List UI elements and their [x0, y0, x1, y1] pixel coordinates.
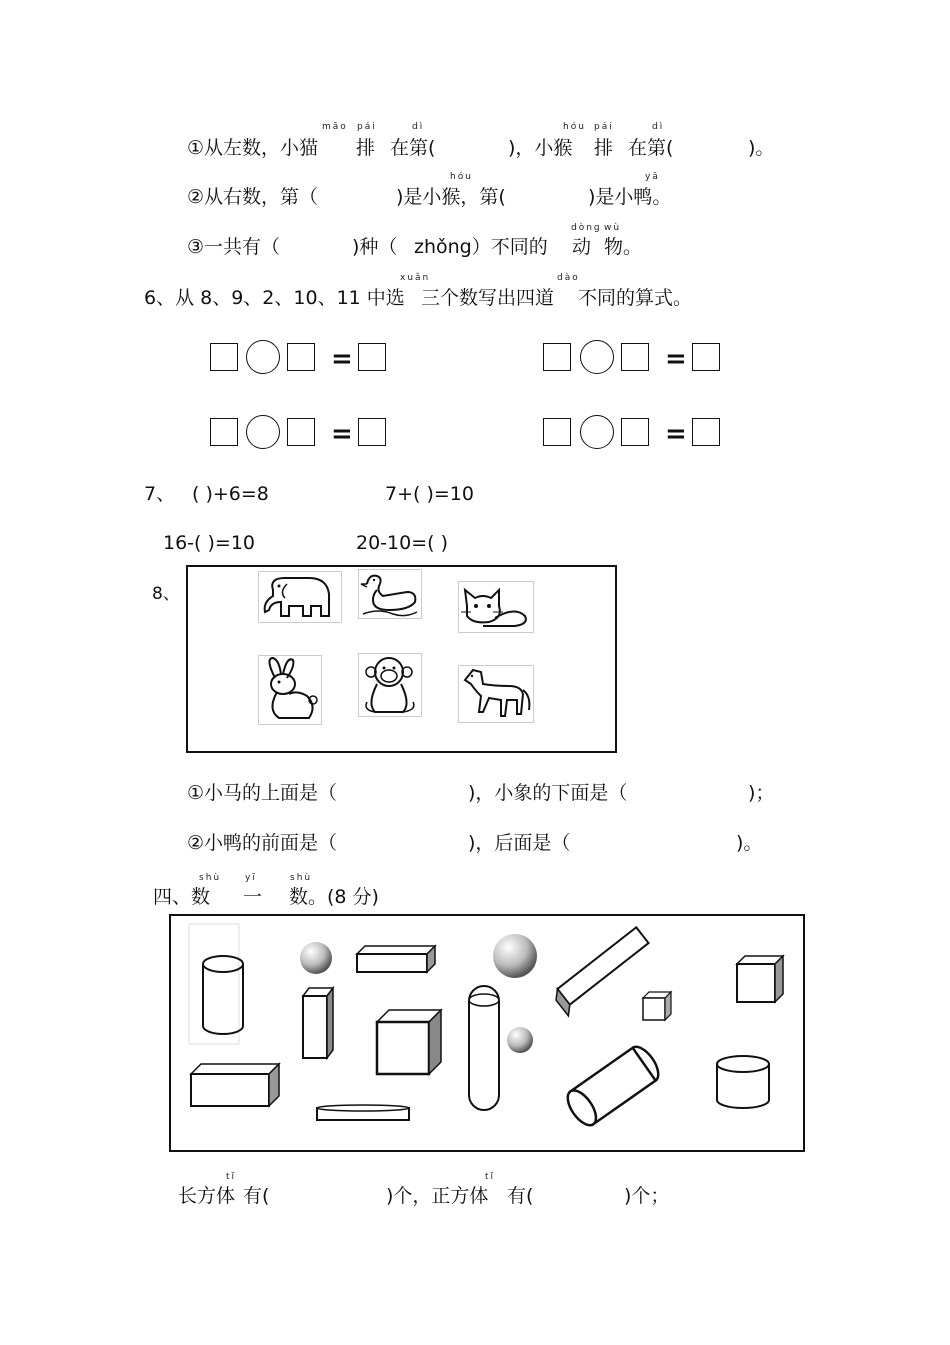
pinyin-yi: yī — [245, 873, 257, 883]
pinyin-wu: wù — [604, 223, 622, 233]
q7-equation: 7+( )=10 — [385, 483, 474, 505]
q5-text: 在第( — [628, 137, 674, 159]
pinyin-mao: māo — [322, 122, 348, 132]
answer-square[interactable] — [210, 343, 238, 371]
answer-square[interactable] — [287, 343, 315, 371]
answer-square[interactable] — [621, 343, 649, 371]
q5-text: )种（ — [352, 236, 398, 258]
cube-icon — [377, 1010, 441, 1074]
pinyin-shu: shù — [290, 873, 313, 883]
answer-square[interactable] — [287, 418, 315, 446]
q5-text: )是小鸭。 — [588, 186, 672, 208]
final-text: 有( — [243, 1185, 270, 1207]
q5-text: ②从右数，第（ — [187, 186, 319, 208]
q5-text: )，小猴 — [508, 137, 573, 159]
pinyin-di: dì — [412, 122, 425, 132]
q5-text: ③一共有（ — [187, 236, 281, 258]
q8-text: )，后面是（ — [468, 832, 571, 854]
cube-icon — [643, 992, 671, 1020]
q5-text: 物。 — [604, 236, 643, 258]
operator-circle[interactable] — [580, 340, 614, 374]
q8-text: ①小马的上面是（ — [187, 782, 338, 804]
q5-text: ①从左数，小猫 — [187, 137, 319, 159]
answer-square[interactable] — [543, 418, 571, 446]
cylinder-icon — [717, 1056, 769, 1108]
equals-sign: = — [331, 419, 353, 449]
sphere-icon — [507, 1027, 533, 1053]
cuboid-icon — [303, 988, 333, 1058]
sphere-icon — [493, 934, 537, 978]
pinyin-pai: pái — [594, 122, 614, 132]
pinyin-ti: tǐ — [226, 1172, 237, 1182]
cuboid-icon — [357, 946, 435, 972]
q5-text: )是小猴，第( — [396, 186, 506, 208]
q6-text: 6、从 8、9、2、10、11 中选 — [144, 287, 405, 309]
q6-text: 三个数写出四道 — [421, 287, 555, 309]
pinyin-ti: tǐ — [485, 1172, 496, 1182]
cuboid-icon — [551, 927, 653, 1016]
final-text: )个； — [624, 1185, 670, 1207]
answer-square[interactable] — [621, 418, 649, 446]
pinyin-dao: dào — [557, 273, 580, 283]
cat-icon — [458, 581, 534, 633]
equals-sign: = — [331, 344, 353, 374]
operator-circle[interactable] — [246, 415, 280, 449]
final-text: 长方体 — [178, 1185, 236, 1207]
monkey-icon — [358, 653, 422, 717]
q7-equation: 16-( )=10 — [163, 532, 255, 554]
answer-square[interactable] — [358, 343, 386, 371]
section4-text: 数。(8 分) — [289, 886, 379, 908]
answer-square[interactable] — [358, 418, 386, 446]
cylinder-icon — [317, 1105, 409, 1120]
pinyin-di: dì — [652, 122, 665, 132]
answer-square[interactable] — [543, 343, 571, 371]
pinyin-pai: pái — [357, 122, 377, 132]
q5-text: 排 — [594, 137, 614, 159]
q5-text: zhǒng）不同的 — [414, 236, 548, 258]
horse-icon — [458, 665, 534, 723]
section4-text: 四、数 — [153, 886, 211, 908]
q6-text: 不同的算式。 — [578, 287, 693, 309]
section4-text: 一 — [243, 886, 263, 908]
q8-text: )； — [748, 782, 775, 804]
q5-text: )。 — [748, 137, 775, 159]
final-text: )个，正方体 — [386, 1185, 489, 1207]
rabbit-icon — [258, 655, 322, 725]
pinyin-dong: dòng — [571, 223, 602, 233]
q7-equation: ( )+6=8 — [192, 483, 269, 505]
q5-text: 动 — [572, 236, 592, 258]
cylinder-icon — [189, 924, 243, 1044]
q7-equation: 20-10=( ) — [356, 532, 448, 554]
pinyin-hou: hóu — [450, 172, 473, 182]
sphere-icon — [300, 942, 332, 974]
answer-square[interactable] — [692, 418, 720, 446]
final-text: 有( — [507, 1185, 534, 1207]
q5-text: 在第( — [390, 137, 436, 159]
q5-text: 排 — [356, 137, 376, 159]
animal-picture-frame — [186, 565, 617, 753]
elephant-icon — [258, 571, 342, 623]
pinyin-hou: hóu — [563, 122, 586, 132]
operator-circle[interactable] — [580, 415, 614, 449]
duck-icon — [358, 569, 422, 619]
cylinder-icon — [469, 986, 499, 1110]
pinyin-shu: shù — [199, 873, 222, 883]
equals-sign: = — [665, 419, 687, 449]
q8-text: ②小鸭的前面是（ — [187, 832, 338, 854]
operator-circle[interactable] — [246, 340, 280, 374]
pinyin-xuan: xuǎn — [400, 273, 431, 283]
pinyin-ya: yā — [645, 172, 660, 182]
q8-text: )。 — [736, 832, 763, 854]
answer-square[interactable] — [692, 343, 720, 371]
cylinder-icon — [562, 1042, 664, 1130]
q7-label: 7、 — [144, 483, 176, 505]
equals-sign: = — [665, 344, 687, 374]
cube-icon — [737, 956, 783, 1002]
q8-label: 8、 — [152, 584, 180, 604]
cuboid-icon — [191, 1064, 279, 1106]
answer-square[interactable] — [210, 418, 238, 446]
q8-text: )，小象的下面是（ — [468, 782, 628, 804]
solid-shapes-frame — [169, 914, 805, 1152]
